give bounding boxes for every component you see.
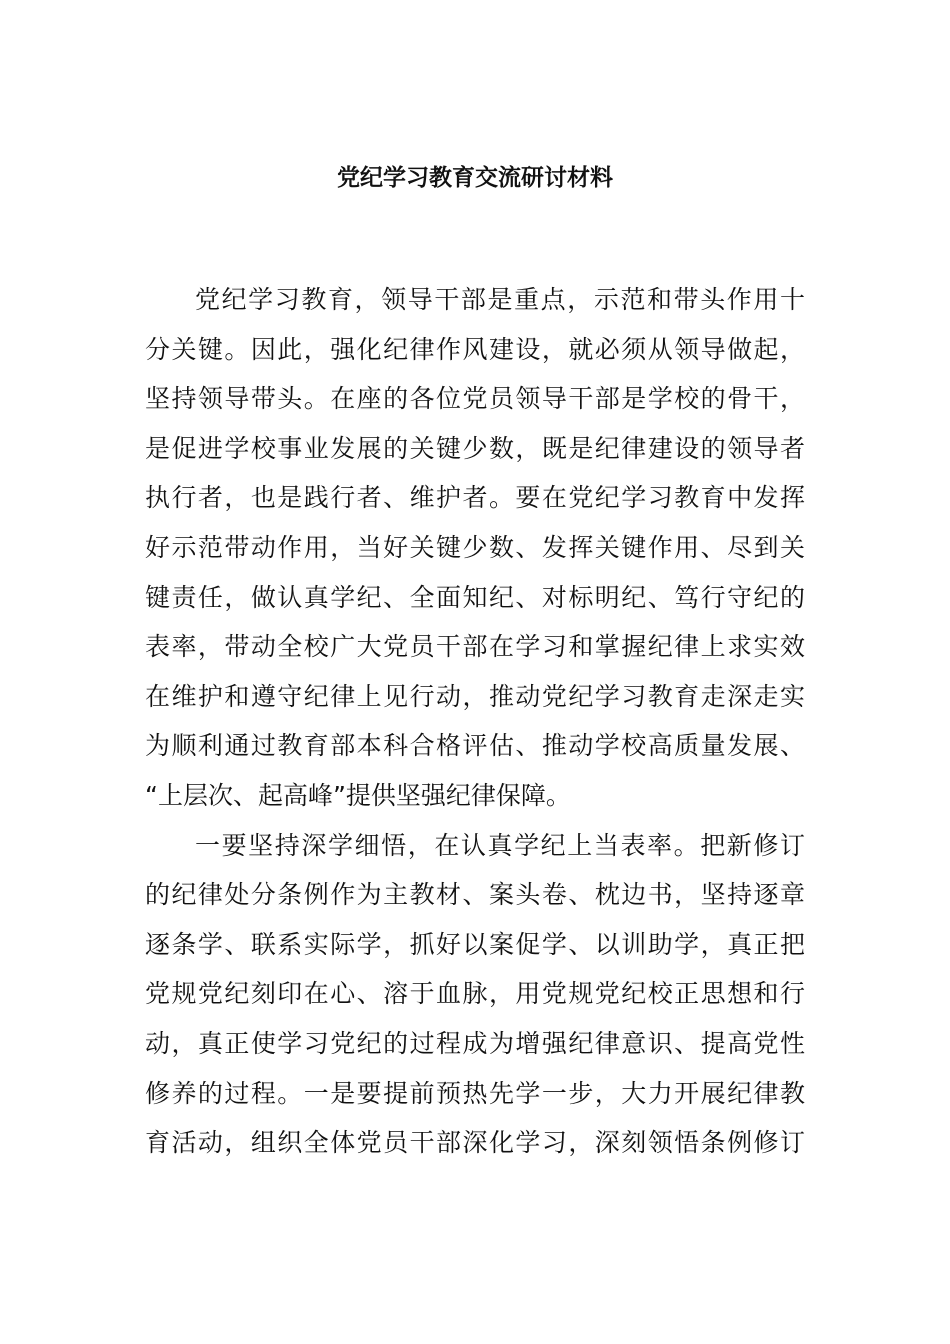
text-line: 在维护和遵守纪律上见行动，推动党纪学习教育走深走实	[145, 681, 805, 711]
text-line: 党规党纪刻印在心、溶于血脉，用党规党纪校正思想和行	[145, 979, 805, 1009]
text-line: 键责任，做认真学纪、全面知纪、对标明纪、笃行守纪的	[145, 582, 805, 612]
document-title: 党纪学习教育交流研讨材料	[337, 165, 613, 191]
text-line: 修养的过程。一是要提前预热先学一步，大力开展纪律教	[145, 1078, 805, 1108]
text-line: 表率，带动全校广大党员干部在学习和掌握纪律上求实效	[145, 632, 805, 662]
text-line: 动，真正使学习党纪的过程成为增强纪律意识、提高党性	[145, 1028, 805, 1058]
text-line: 党纪学习教育，领导干部是重点，示范和带头作用十	[195, 285, 805, 314]
text-line: 的纪律处分条例作为主教材、案头卷、枕边书，坚持逐章	[145, 880, 805, 910]
text-line: 是促进学校事业发展的关键少数，既是纪律建设的领导者	[145, 433, 805, 463]
text-line: 逐条学、联系实际学，抓好以案促学、以训助学，真正把	[145, 929, 805, 959]
text-line: 执行者，也是践行者、维护者。要在党纪学习教育中发挥	[145, 483, 805, 513]
text-line: 育活动，组织全体党员干部深化学习，深刻领悟条例修订	[145, 1128, 805, 1158]
text-line: 好示范带动作用，当好关键少数、发挥关键作用、尽到关	[145, 532, 805, 562]
text-line: 坚持领导带头。在座的各位党员领导干部是学校的骨干，	[145, 384, 805, 414]
text-line: 分关键。因此，强化纪律作风建设，就必须从领导做起，	[145, 334, 805, 364]
document-body	[145, 275, 805, 1168]
text-line: “上层次、起高峰”提供坚强纪律保障。	[145, 780, 571, 810]
text-line: 一要坚持深学细悟，在认真学纪上当表率。把新修订	[195, 830, 805, 860]
text-line: 为顺利通过教育部本科合格评估、推动学校高质量发展、	[145, 731, 805, 761]
